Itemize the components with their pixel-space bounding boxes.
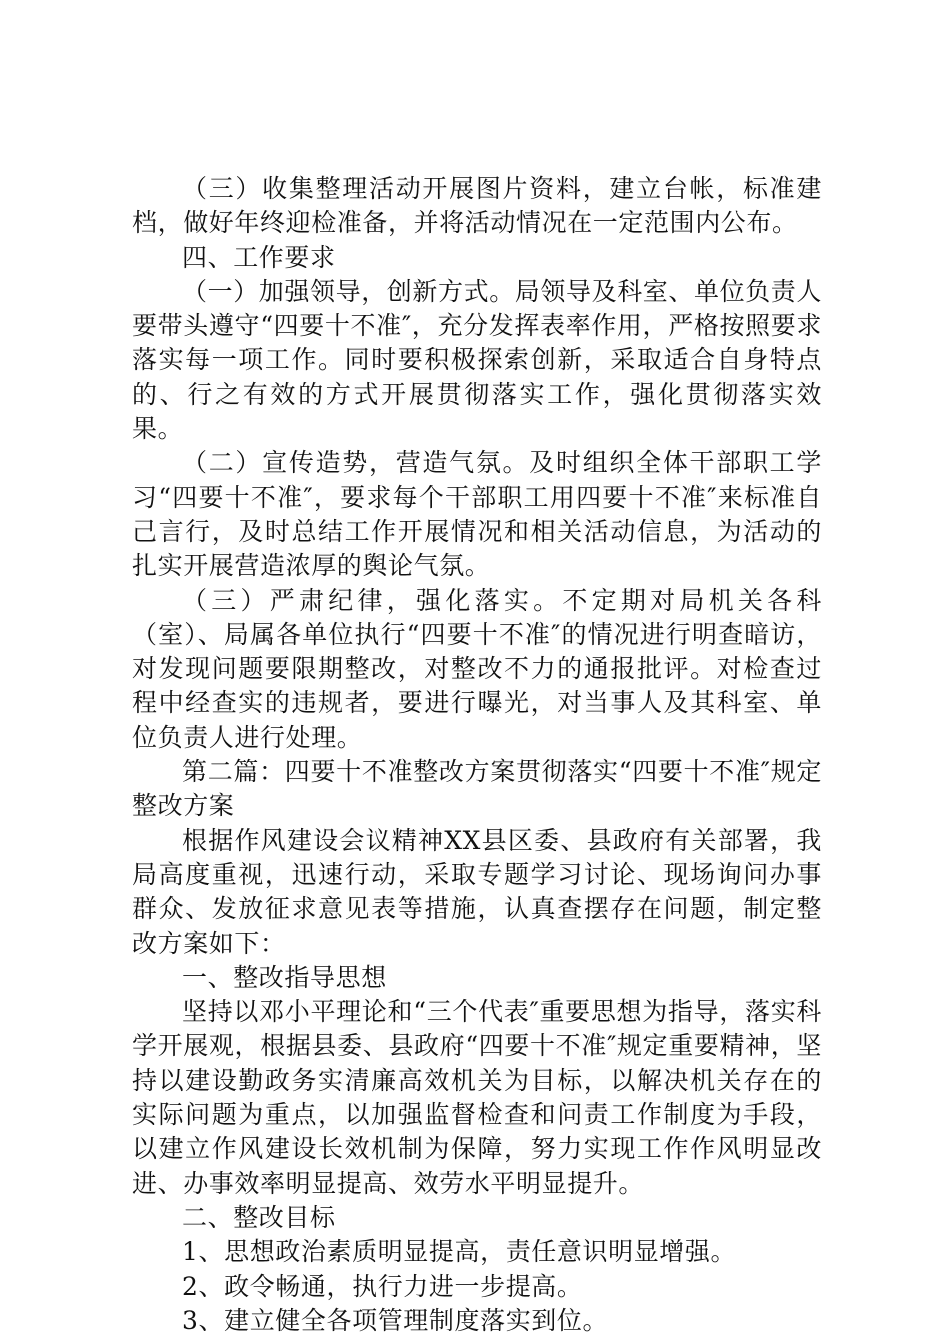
list-item-goal-3: 3、建立健全各项管理制度落实到位。 (182, 1305, 609, 1335)
heading-work-requirements: 四、工作要求 (182, 242, 336, 272)
document-body (132, 172, 822, 1338)
paragraph-discipline: （三）严肃纪律，强化落实。不定期对局机关各科（室）、局属各单位执行“四要十不准″的情况进行明查暗访，对发现问题要限期整改，对整改不力的通报批评。对检查过程中经查实的违规者，要进行曝光，对当事人及其科室、单位负责人进行处理。 (132, 585, 822, 752)
paragraph-guiding-ideology: 坚持以邓小平理论和“三个代表″重要思想为指导，落实科学开展观，根据县委、县政府“四要十不准″规定重要精神，坚持以建设勤政务实清廉高效机关为目标，以解决机关存在的实际问题为重点，以加强监督检查和问责工作制度为手段，以建立作风建设长效机制为保障，努力实现工作作风明显改进、办事效率明显提高、效劳水平明显提升。 (132, 997, 822, 1198)
paragraph-collect-materials: （三）收集整理活动开展图片资料，建立台帐，标准建档，做好年终迎检准备，并将活动情况在一定范围内公布。 (132, 174, 822, 238)
list-item-goal-1: 1、思想政治素质明显提高，责任意识明显增强。 (182, 1237, 737, 1267)
paragraph-background: 根据作风建设会议精神XX县区委、县政府有关部署，我局高度重视，迅速行动，采取专题学习讨论、现场询问办事群众、发放征求意见表等措施，认真查摆存在问题，制定整改方案如下： (132, 825, 822, 958)
paragraph-publicity: （二）宣传造势，营造气氛。及时组织全体干部职工学习“四要十不准″，要求每个干部职工用四要十不准″来标准自己言行，及时总结工作开展情况和相关活动信息，为活动的扎实开展营造浓厚的舆论气氛。 (132, 448, 822, 581)
heading-rectification-goals: 二、整改目标 (182, 1202, 336, 1232)
heading-guiding-ideology: 一、整改指导思想 (182, 962, 387, 992)
paragraph-strengthen-leadership: （一）加强领导，创新方式。局领导及科室、单位负责人要带头遵守“四要十不准″，充分发挥表率作用，严格按照要求落实每一项工作。同时要积极探索创新，采取适合自身特点的、行之有效的方式开展贯彻落实工作，强化贯彻落实效果。 (132, 276, 823, 444)
list-item-goal-2: 2、政令畅通，执行力进一步提高。 (182, 1271, 583, 1301)
heading-second-article: 第二篇：四要十不准整改方案贯彻落实“四要十不准″规定整改方案 (132, 757, 822, 821)
